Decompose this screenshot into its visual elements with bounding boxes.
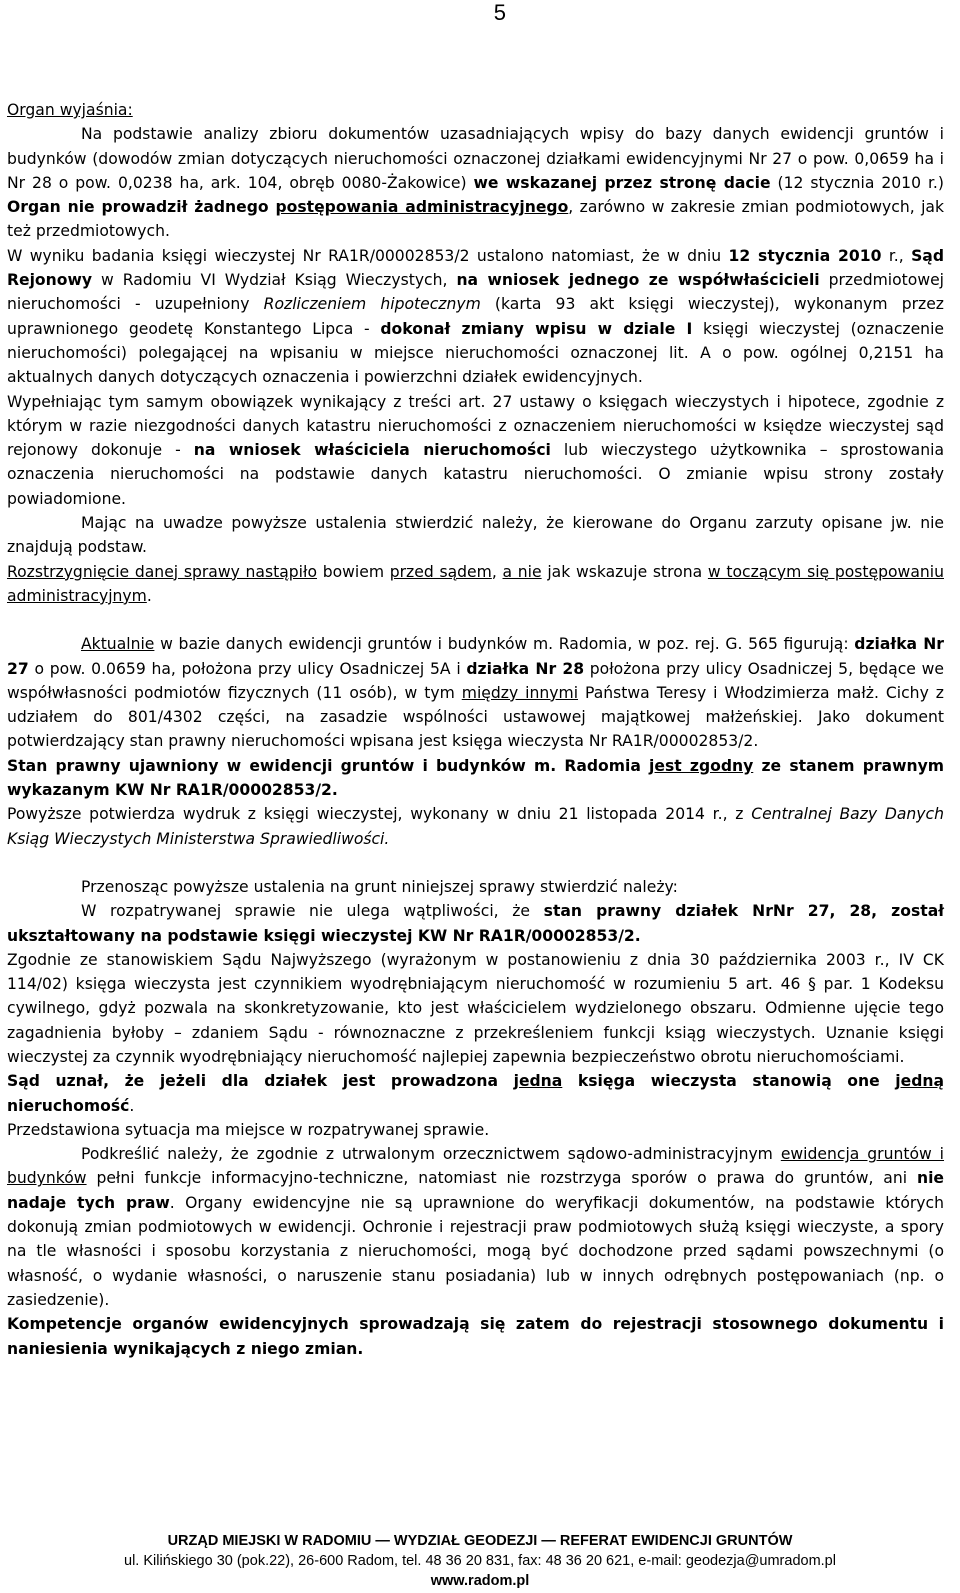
text-run: Centralnej Bazy Danych Ksiąg Wieczystych Ministerstwa Sprawiedliwości. xyxy=(7,805,944,848)
text-run: Kompetencje organów ewidencyjnych sprowadzają się zatem do rejestracji stosownego dokumentu i naniesienia wynikających z niego zmian. xyxy=(7,1315,944,1358)
paragraph-p15 xyxy=(7,1142,944,1312)
text-run: 12 stycznia 2010 xyxy=(728,246,882,265)
text-run: , zarówno w zakresie zmian podmiotowych, jak też przedmiotowych. xyxy=(7,198,944,241)
text-run: Podkreślić należy, że zgodnie z utrwalonym orzecznictwem sądowo-administracyjnym xyxy=(81,1145,781,1164)
text-run: Na podstawie analizy zbioru dokumentów uzasadniających wpisy do bazy danych ewidencji gruntów i budynków (dowodów zmian dotyczących nieruchomości oznaczonej działkami ewidencyjnymi Nr 27 o pow. 0,0659 ha i Nr 28 o pow. 0,0238 ha, ark. 104, obręb 0080-Żakowice) xyxy=(7,125,944,192)
text-run: w bazie danych ewidencji gruntów i budynków m. Radomia, w poz. rej. G. 565 figurują: xyxy=(154,635,855,654)
text-run: w toczącym się postępowaniu administracyjnym xyxy=(7,562,944,605)
text-run: księga wieczysta stanowią one xyxy=(562,1072,896,1091)
paragraph-p13 xyxy=(7,1069,944,1118)
paragraph-p9 xyxy=(7,802,944,851)
text-run: o pow. 0.0659 ha, położona przy ulicy Osadniczej 5A i xyxy=(28,659,467,678)
text-run: pełni funkcje informacyjno-techniczne, natomiast nie rozstrzyga sporów o prawa do gruntów, ani xyxy=(86,1169,917,1188)
text-run: jest zgodny xyxy=(649,756,754,775)
text-run: przed sądem xyxy=(389,562,492,581)
paragraph-p1 xyxy=(7,98,944,122)
text-run: Przedstawiona sytuacja ma miejsce w rozpatrywanej sprawie. xyxy=(7,1120,490,1139)
document-body xyxy=(7,98,944,1361)
text-run: między innymi xyxy=(461,683,579,702)
text-run: r., xyxy=(881,246,912,265)
text-run: a nie xyxy=(502,562,542,581)
text-run: jak wskazuje strona xyxy=(541,562,708,581)
paragraph-p14 xyxy=(7,1118,944,1142)
text-run: na wniosek jednego ze współwłaścicieli xyxy=(456,271,820,290)
text-run: Wypełniając tym samym obowiązek wynikający z treści art. 27 ustawy o księgach wieczystych i hipotece, zgodnie z którym w razie niezgodności danych katastru nieruchomości z oznaczeniem nieruchomości w księdze wieczystej sąd rejonowy dokonuje - xyxy=(7,392,944,460)
text-run: działka Nr 28 xyxy=(466,659,585,678)
paragraph-p8 xyxy=(7,754,944,803)
text-run: lub wieczystego użytkownika – sprostowania oznaczenia nieruchomości na podstawie danych katastru nieruchomości. O zmianie wpisu strony zostały powiadomione. xyxy=(7,441,944,508)
text-run: , xyxy=(491,562,503,581)
text-run: dokonał zmiany wpisu w dziale I xyxy=(380,319,693,338)
footer-website: www.radom.pl xyxy=(430,1573,530,1589)
text-run: ze stanem prawnym wykazanym KW Nr RA1R/00002853/2. xyxy=(7,756,944,800)
text-run: jedną xyxy=(895,1072,944,1091)
text-run: Stan prawny ujawniony w ewidencji gruntów i budynków m. Radomia xyxy=(7,756,650,775)
paragraph-p5 xyxy=(7,511,944,560)
text-run: Przenosząc powyższe ustalenia na grunt niniejszej sprawy stwierdzić należy: xyxy=(81,877,678,896)
text-run: Sąd uznał, że jeżeli dla działek jest prowadzona xyxy=(7,1072,514,1091)
text-run: Organ nie prowadził żadnego xyxy=(7,198,276,217)
text-run: stan prawny działek NrNr 27, 28, został ukształtowany na podstawie księgi wieczystej KW Nr RA1R/00002853/2. xyxy=(7,902,945,945)
paragraph-p2 xyxy=(7,122,944,243)
text-run: jedna xyxy=(513,1072,563,1091)
paragraph-p6 xyxy=(7,560,944,609)
text-run: ewidencja gruntów i budynków xyxy=(7,1145,945,1188)
text-run: Państwa Teresy i Włodzimierza małż. Cichy z udziałem do 801/4302 części, na zasadzie wspólności ustawowej majątkowej małżeńskiej. Jako dokument potwierdzający stan prawny nieruchomości wpisana jest księga wieczysta Nr RA1R/00002853/2. xyxy=(7,683,944,751)
text-run: przedmiotowej nieruchomości - uzupełniony xyxy=(7,271,944,314)
text-run: postępowania administracyjnego xyxy=(275,198,569,217)
text-run: nieruchomość xyxy=(7,1096,130,1115)
text-run: na wniosek właściciela nieruchomości xyxy=(193,441,551,460)
paragraph-p12 xyxy=(7,948,944,1069)
text-run: W wyniku badania księgi wieczystej Nr RA1R/00002853/2 ustalono natomiast, że w dniu xyxy=(7,246,729,265)
text-run: księgi wieczystej (oznaczenie nieruchomości) polegającej na wpisaniu w miejsce nieruchomości oznaczonej lit. A o pow. ogólnej 0,2151 ha aktualnych danych dotyczących oznaczenia i powierzchni działek ewidencyjnych. xyxy=(7,319,944,387)
paragraph-p4 xyxy=(7,390,944,511)
text-run: położona przy ulicy Osadniczej 5, będące we współwłasności podmiotów fizycznych (11 osób), w tym xyxy=(7,659,944,702)
text-run: Organ wyjaśnia: xyxy=(7,101,133,119)
text-run: Mając na uwadze powyższe ustalenia stwierdzić należy, że kierowane do Organu zarzuty opisane jw. nie znajdują podstaw. xyxy=(7,514,944,557)
paragraph-p3 xyxy=(7,244,944,390)
text-run: . xyxy=(146,586,152,605)
paragraph-p11 xyxy=(7,899,944,948)
text-run: nie nadaje tych praw xyxy=(7,1169,944,1212)
text-run: Zgodnie ze stanowiskiem Sądu Najwyższego (wyrażonym w postanowieniu z dnia 30 października 2003 r., IV CK 114/02) księga wieczysta jest czynnikiem wyodrębniającym nieruchomość w rozumieniu 5 art. 46 § par. 1 Kodeksu cywilnego, gdyż pozwala na skonkretyzowanie, kto jest właścicielem wydzielonego obszaru. Odmienne ujęcie tego zagadnienia byłoby – zdaniem Sądu - równoznaczne z przekreśleniem funkcji ksiąg wieczystych. Uznanie księgi wieczystej za czynnik wyodrębniający nieruchomość najlepiej zapewnia bezpieczeństwo obrotu nieruchomościami. xyxy=(7,950,944,1066)
text-run: (12 stycznia 2010 r.) xyxy=(770,173,944,192)
text-run: działka Nr 27 xyxy=(7,635,944,678)
text-run: . xyxy=(129,1096,135,1115)
text-run: Aktualnie xyxy=(81,635,155,654)
text-run: we wskazanej przez stronę dacie xyxy=(473,173,771,192)
text-run: Powyższe potwierdza wydruk z księgi wieczystej, wykonany w dniu 21 listopada 2014 r., z xyxy=(7,805,752,824)
text-run: w Radomiu VI Wydział Ksiąg Wieczystych, xyxy=(92,271,457,290)
text-run: . Organy ewidencyjne nie są uprawnione do weryfikacji dokumentów, na podstawie których dokonują zmian podmiotowych w ewidencji. Ochronie i rejestracji praw podmiotowych służą księgi wieczyste, a spory na tle własności i sposobu korzystania z nieruchomości, mogą być dochodzone przed sądami powszechnymi (o własność, o wydanie własności, o naruszenie stanu posiadania) lub w innych odrębnych postępowaniach (np. o zasiedzenie). xyxy=(7,1193,944,1309)
paragraph-p7 xyxy=(7,632,944,753)
text-run: Rozliczeniem hipotecznym xyxy=(263,295,481,314)
text-run: W rozpatrywanej sprawie nie ulega wątpliwości, że xyxy=(81,902,544,921)
text-run: bowiem xyxy=(316,562,390,581)
text-run: Rozstrzygnięcie danej sprawy nastąpiło xyxy=(7,562,317,581)
text-run: Sąd Rejonowy xyxy=(7,246,944,290)
text-run: (karta 93 akt księgi wieczystej), wykonanym przez uprawnionego geodetę Konstantego Lipca - xyxy=(7,295,944,338)
footer-office-name: URZĄD MIEJSKI W RADOMIU — WYDZIAŁ GEODEZJI — REFERAT EWIDENCJI GRUNTÓW xyxy=(167,1533,793,1549)
paragraph-p16 xyxy=(7,1312,944,1361)
paragraph-p10 xyxy=(7,875,944,899)
page-number: 5 xyxy=(493,0,506,25)
footer-address: ul. Kilińskiego 30 (pok.22), 26-600 Radom, tel. 48 36 20 831, fax: 48 36 20 621, e-mail: geodezja@umradom.pl xyxy=(124,1553,836,1569)
